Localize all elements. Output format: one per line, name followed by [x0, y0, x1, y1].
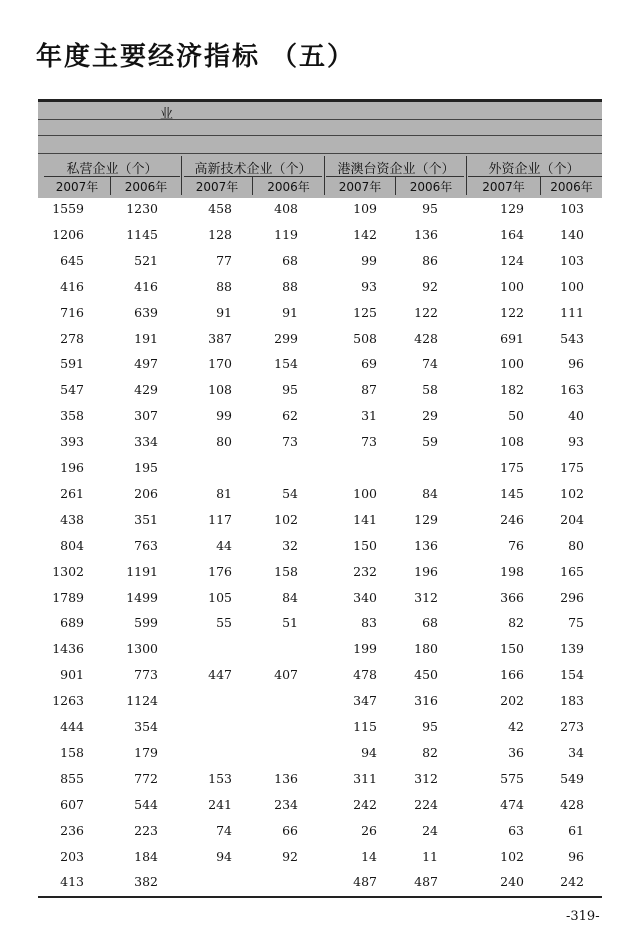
table-cell: 44 [216, 537, 232, 553]
table-cell: 125 [353, 304, 377, 320]
table-cell: 316 [414, 693, 438, 709]
table-cell: 429 [134, 382, 158, 398]
table-cell: 312 [414, 589, 438, 605]
sector-column-label: 业 [160, 107, 174, 122]
table-cell: 347 [353, 693, 377, 709]
table-row [0, 455, 640, 481]
table-cell: 108 [208, 382, 232, 398]
header-rule [38, 153, 602, 154]
table-cell: 340 [353, 589, 377, 605]
table-cell: 191 [134, 330, 158, 346]
group-header-foreign: 外资企业（个） [488, 162, 580, 177]
table-cell: 96 [568, 356, 584, 372]
table-cell: 128 [208, 226, 232, 242]
table-cell: 103 [560, 252, 584, 268]
group-header-hightech: 高新技术企业（个） [194, 162, 312, 177]
table-row [0, 662, 640, 688]
table-cell: 136 [414, 226, 438, 242]
table-cell: 351 [134, 511, 158, 527]
table-cell: 124 [500, 252, 524, 268]
table-cell: 804 [60, 537, 84, 553]
table-cell: 183 [560, 693, 584, 709]
table-cell: 416 [60, 278, 84, 294]
table-cell: 1206 [52, 226, 84, 242]
table-cell: 76 [508, 537, 524, 553]
table-cell: 1789 [52, 589, 84, 605]
table-row [0, 844, 640, 870]
table-cell: 11 [422, 848, 438, 864]
table-cell: 32 [282, 537, 298, 553]
table-cell: 180 [414, 641, 438, 657]
group-underline [468, 176, 602, 177]
table-cell: 141 [353, 511, 377, 527]
table-cell [184, 688, 232, 714]
table-cell: 102 [560, 485, 584, 501]
table-cell: 74 [422, 356, 438, 372]
table-cell: 99 [361, 252, 377, 268]
table-cell: 150 [500, 641, 524, 657]
table-cell: 36 [508, 744, 524, 760]
table-row [0, 585, 640, 611]
table-cell: 117 [208, 511, 232, 527]
table-cell: 358 [60, 408, 84, 424]
table-cell: 115 [353, 719, 377, 734]
year-header: 2006年 [409, 180, 453, 194]
table-cell: 179 [134, 744, 158, 760]
table-row [0, 274, 640, 300]
table-cell: 366 [500, 589, 524, 605]
table-cell: 87 [361, 382, 377, 398]
table-row [0, 818, 640, 844]
table-row [0, 300, 640, 326]
table-cell: 296 [560, 589, 584, 605]
table-cell: 242 [560, 874, 584, 890]
table-cell: 549 [560, 770, 584, 786]
table-cell: 1559 [52, 201, 84, 216]
table-cell: 158 [60, 744, 84, 760]
table-cell: 195 [134, 460, 158, 475]
table-row [0, 559, 640, 585]
table-cell: 1302 [52, 563, 84, 579]
table-cell: 31 [361, 408, 377, 424]
table-cell: 75 [568, 615, 584, 631]
table-cell: 547 [60, 382, 84, 398]
table-cell: 93 [361, 278, 377, 294]
table-cell: 96 [568, 848, 584, 864]
table-cell: 122 [414, 304, 438, 320]
table-cell: 154 [560, 667, 584, 683]
table-cell: 142 [353, 226, 377, 242]
header-rule [38, 119, 602, 120]
table-cell: 84 [422, 485, 438, 501]
table-cell: 86 [422, 252, 438, 268]
year-header: 2007年 [195, 180, 239, 194]
table-cell: 92 [422, 278, 438, 294]
group-header-private: 私营企业（个） [66, 162, 158, 177]
header-rule [38, 135, 602, 136]
table-cell: 92 [282, 848, 298, 864]
table-cell: 1263 [52, 693, 84, 709]
table-cell: 236 [60, 822, 84, 838]
table-cell [250, 869, 298, 895]
table-bottom-rule [38, 896, 602, 898]
table-cell: 234 [274, 796, 298, 812]
table-row [0, 766, 640, 792]
table-cell: 84 [282, 589, 298, 605]
table-cell: 497 [134, 356, 158, 372]
table-cell: 129 [500, 201, 524, 216]
table-cell: 82 [508, 615, 524, 631]
table-cell: 273 [560, 719, 584, 734]
table-cell: 140 [560, 226, 584, 242]
table-cell: 416 [134, 278, 158, 294]
table-cell: 607 [60, 796, 84, 812]
table-cell: 73 [282, 434, 298, 450]
table-cell: 312 [414, 770, 438, 786]
table-cell: 83 [361, 615, 377, 631]
table-cell: 95 [422, 201, 438, 216]
table-cell: 100 [353, 485, 377, 501]
table-row [0, 222, 640, 248]
table-cell: 458 [208, 201, 232, 216]
table-cell [390, 455, 438, 481]
table-row [0, 610, 640, 636]
table-cell: 202 [500, 693, 524, 709]
table-row [0, 507, 640, 533]
table-cell: 153 [208, 770, 232, 786]
group-underline [44, 176, 180, 177]
year-header: 2007年 [55, 180, 99, 194]
table-cell: 108 [500, 434, 524, 450]
table-cell: 176 [208, 563, 232, 579]
table-cell [184, 455, 232, 481]
table-cell: 241 [208, 796, 232, 812]
table-cell: 81 [216, 485, 232, 501]
table-row [0, 377, 640, 403]
table-cell: 63 [508, 822, 524, 838]
table-cell: 232 [353, 563, 377, 579]
table-row [0, 533, 640, 559]
table-cell [184, 636, 232, 662]
table-cell: 447 [208, 667, 232, 683]
year-header: 2006年 [267, 180, 310, 194]
table-cell: 206 [134, 485, 158, 501]
table-row [0, 740, 640, 766]
year-header: 2007年 [482, 180, 525, 194]
table-cell: 242 [353, 796, 377, 812]
table-cell [184, 714, 232, 740]
table-cell: 55 [216, 615, 232, 631]
table-cell: 763 [134, 537, 158, 553]
table-cell: 82 [422, 744, 438, 760]
table-row [0, 351, 640, 377]
table-cell: 94 [216, 848, 232, 864]
table-cell: 691 [500, 330, 524, 346]
table-cell: 772 [134, 770, 158, 786]
table-cell: 240 [500, 874, 524, 890]
table-row [0, 792, 640, 818]
table-cell: 91 [216, 304, 232, 320]
table-cell: 88 [282, 278, 298, 294]
table-cell: 74 [216, 822, 232, 838]
table-cell: 196 [60, 460, 84, 475]
group-underline [184, 176, 322, 177]
table-cell: 77 [216, 252, 232, 268]
table-cell: 175 [500, 460, 524, 475]
table-cell: 58 [422, 382, 438, 398]
page-title: 年度主要经济指标 （五） [36, 42, 356, 72]
table-cell: 639 [134, 304, 158, 320]
table-cell [250, 714, 298, 740]
table-cell: 224 [414, 796, 438, 812]
table-cell [250, 688, 298, 714]
table-cell: 223 [134, 822, 158, 838]
table-cell: 102 [274, 511, 298, 527]
table-cell: 109 [353, 201, 377, 216]
table-cell: 901 [60, 667, 84, 683]
table-cell: 299 [274, 330, 298, 346]
table-cell: 689 [60, 615, 84, 631]
table-cell: 591 [60, 356, 84, 372]
table-cell: 42 [508, 719, 524, 734]
table-cell: 450 [414, 667, 438, 683]
table-cell: 393 [60, 434, 84, 450]
table-cell: 51 [282, 615, 298, 631]
table-row [0, 481, 640, 507]
table-cell: 69 [361, 356, 377, 372]
table-cell: 478 [353, 667, 377, 683]
table-cell: 599 [134, 615, 158, 631]
table-cell: 170 [208, 356, 232, 372]
table-cell: 136 [414, 537, 438, 553]
year-header: 2006年 [550, 180, 593, 194]
table-cell: 544 [134, 796, 158, 812]
table-row [0, 248, 640, 274]
table-cell: 94 [361, 744, 377, 760]
table-cell: 1300 [126, 641, 158, 657]
table-cell: 413 [60, 874, 84, 890]
table-row [0, 869, 640, 895]
table-cell: 91 [282, 304, 298, 320]
table-cell: 1124 [126, 693, 158, 709]
table-cell: 73 [361, 434, 377, 450]
group-header-hkmotw: 港澳台资企业（个） [337, 162, 455, 177]
table-cell: 278 [60, 330, 84, 346]
table-cell: 166 [500, 667, 524, 683]
table-cell: 88 [216, 278, 232, 294]
table-cell: 428 [414, 330, 438, 346]
table-cell: 1230 [126, 201, 158, 216]
table-cell: 182 [500, 382, 524, 398]
table-cell: 1145 [126, 226, 158, 242]
table-cell: 40 [568, 408, 584, 424]
table-cell: 645 [60, 252, 84, 268]
table-cell: 59 [422, 434, 438, 450]
table-cell: 66 [282, 822, 298, 838]
table-cell: 54 [282, 485, 298, 501]
table-cell: 246 [500, 511, 524, 527]
table-row [0, 429, 640, 455]
table-cell: 428 [560, 796, 584, 812]
table-cell: 62 [282, 408, 298, 424]
table-cell: 165 [560, 563, 584, 579]
table-cell: 14 [361, 848, 377, 864]
table-cell [329, 455, 377, 481]
table-row [0, 688, 640, 714]
table-row [0, 714, 640, 740]
table-cell [250, 740, 298, 766]
table-cell: 203 [60, 848, 84, 864]
table-cell: 99 [216, 408, 232, 424]
table-cell: 199 [353, 641, 377, 657]
table-cell: 487 [353, 874, 377, 890]
table-cell: 175 [560, 460, 584, 475]
year-header: 2007年 [338, 180, 382, 194]
table-cell: 145 [500, 485, 524, 501]
table-cell: 80 [568, 537, 584, 553]
table-cell: 61 [568, 822, 584, 838]
table-cell: 444 [60, 719, 84, 734]
table-cell: 129 [414, 511, 438, 527]
table-cell: 102 [500, 848, 524, 864]
table-cell: 119 [274, 226, 298, 242]
table-cell: 1436 [52, 641, 84, 657]
table-cell: 474 [500, 796, 524, 812]
table-row [0, 636, 640, 662]
table-cell: 196 [414, 563, 438, 579]
table-cell: 122 [500, 304, 524, 320]
table-cell [184, 869, 232, 895]
table-cell: 80 [216, 434, 232, 450]
table-cell: 95 [422, 719, 438, 734]
table-cell: 29 [422, 408, 438, 424]
table-cell: 307 [134, 408, 158, 424]
table-cell: 487 [414, 874, 438, 890]
table-cell: 382 [134, 874, 158, 890]
table-row [0, 326, 640, 352]
table-cell: 387 [208, 330, 232, 346]
table-cell: 508 [353, 330, 377, 346]
table-cell: 311 [353, 770, 377, 786]
table-cell: 1499 [126, 589, 158, 605]
table-cell: 543 [560, 330, 584, 346]
table-cell: 100 [500, 356, 524, 372]
table-cell: 521 [134, 252, 158, 268]
table-cell: 103 [560, 201, 584, 216]
table-cell: 407 [274, 667, 298, 683]
table-cell: 34 [568, 744, 584, 760]
table-cell: 334 [134, 434, 158, 450]
table-cell: 95 [282, 382, 298, 398]
table-cell [250, 455, 298, 481]
table-cell [184, 740, 232, 766]
page-number: -319- [566, 909, 600, 924]
table-row [0, 403, 640, 429]
table-cell: 139 [560, 641, 584, 657]
table-cell: 261 [60, 485, 84, 501]
table-cell: 163 [560, 382, 584, 398]
table-cell: 575 [500, 770, 524, 786]
table-cell: 198 [500, 563, 524, 579]
table-cell: 154 [274, 356, 298, 372]
table-cell: 111 [560, 304, 584, 320]
table-cell: 150 [353, 537, 377, 553]
table-cell: 354 [134, 719, 158, 734]
table-cell: 204 [560, 511, 584, 527]
table-cell: 408 [274, 201, 298, 216]
table-cell: 184 [134, 848, 158, 864]
table-cell: 100 [500, 278, 524, 294]
table-cell: 164 [500, 226, 524, 242]
table-cell: 438 [60, 511, 84, 527]
table-cell: 68 [282, 252, 298, 268]
table-cell: 158 [274, 563, 298, 579]
table-cell [250, 636, 298, 662]
table-cell: 68 [422, 615, 438, 631]
table-cell: 26 [361, 822, 377, 838]
table-cell: 100 [560, 278, 584, 294]
table-cell: 24 [422, 822, 438, 838]
table-cell: 1191 [126, 563, 158, 579]
table-row [0, 196, 640, 222]
year-header: 2006年 [124, 180, 168, 194]
table-cell: 105 [208, 589, 232, 605]
table-cell: 773 [134, 667, 158, 683]
table-cell: 855 [60, 770, 84, 786]
table-cell: 716 [60, 304, 84, 320]
table-cell: 136 [274, 770, 298, 786]
table-cell: 50 [508, 408, 524, 424]
table-cell: 93 [568, 434, 584, 450]
